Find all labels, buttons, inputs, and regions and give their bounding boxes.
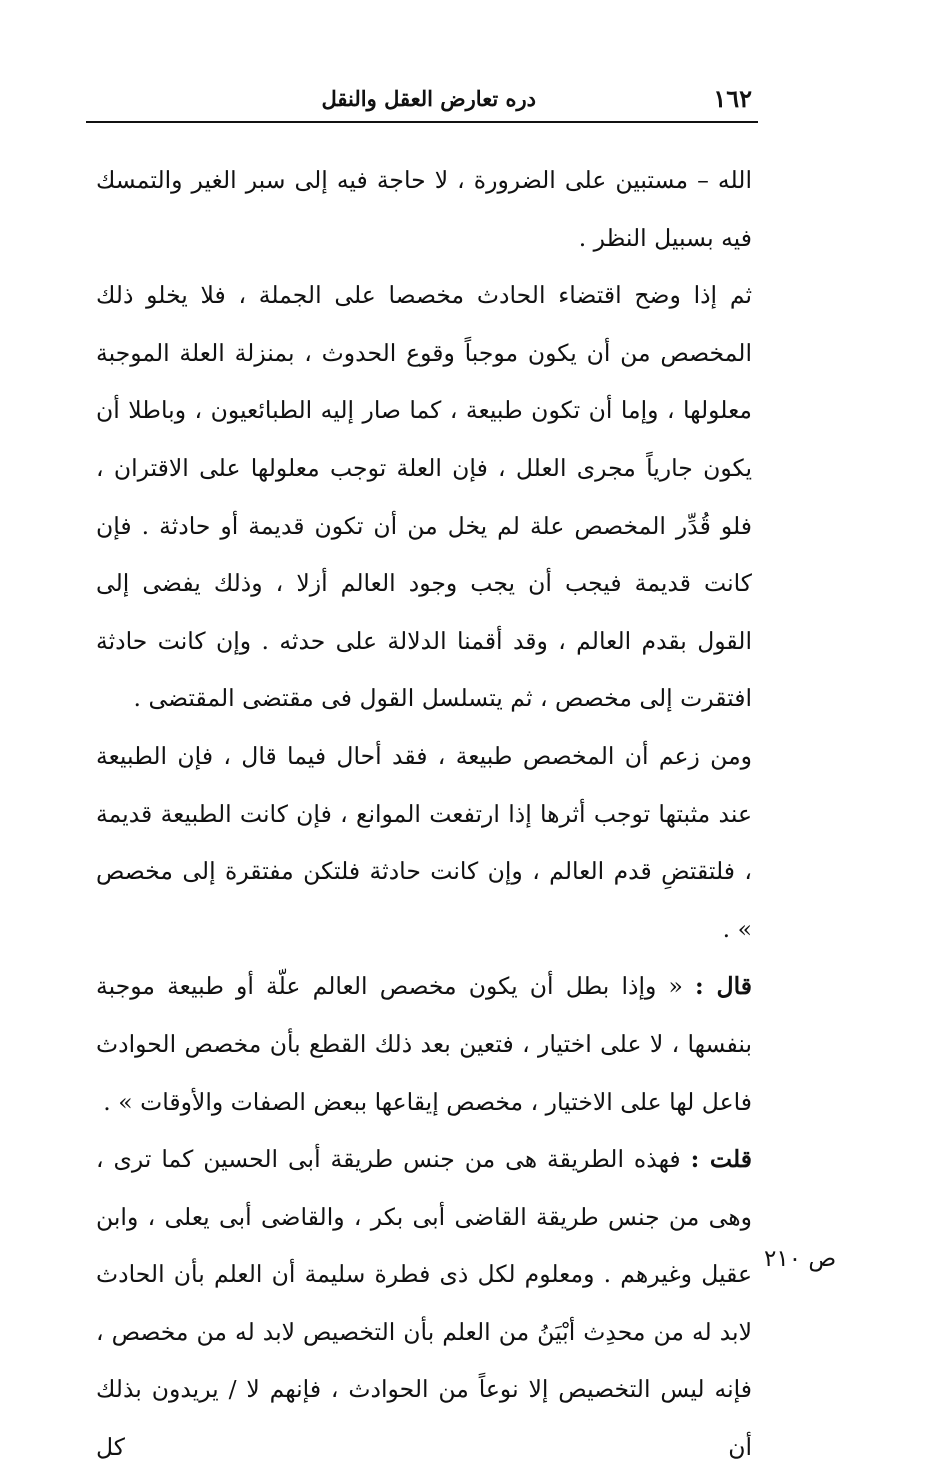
page-number: ١٦٢ [713, 84, 752, 113]
running-title: دره تعارض العقل والنقل [321, 86, 536, 111]
paragraph-lead: قال : [695, 972, 752, 1001]
paragraph-text: « وإذا بطل أن يكون مخصص العالم علّة أو طبيعة موجبة بنفسها ، لا على اختيار ، فتعين بعد ذلك القطع بأن مخصص الحوادث فاعل لها على الاختيار ، مخصص إيقاعها ببعض الصفات والأوقات » . [96, 972, 752, 1116]
paragraph [96, 958, 752, 1131]
paragraph [96, 1131, 752, 1477]
paragraph-lead: قلت : [690, 1145, 752, 1174]
paragraph-text: فهذه الطريقة هى من جنس طريقة أبى الحسين كما ترى ، وهى من جنس طريقة القاضى أبى بكر ، والقاضى أبى يعلى ، وابن عقيل وغيرهم . ومعلوم لكل ذى فطرة سليمة أن العلم بأن الحادث لابد له من محدِث أبْيَنُ من العلم بأن التخصيص لابد له من مخصص ، فإنه ليس التخصيص إلا نوعاً من الحوادث ، فإنهم لا / يريدون بذلك أن كل [96, 1145, 752, 1462]
paragraph [96, 728, 752, 958]
paragraph-text: ثم إذا وضح اقتضاء الحادث مخصصا على الجملة ، فلا يخلو ذلك المخصص من أن يكون موجباً وقوع الحدوث ، بمنزلة العلة الموجبة معلولها ، وإما أن تكون طبيعة ، كما صار إليه الطبائعيون ، وباطلا أن يكون جارياً مجرى العلل ، فإن العلة توجب معلولها على الاقتران ، فلو قُدِّر المخصص علة لم يخل من أن تكون قديمة أو حادثة . فإن كانت قديمة فيجب أن يجب وجود العالم أزلا ، وذلك يفضى إلى القول بقدم العالم ، وقد أقمنا الدلالة على حدثه . وإن كانت حادثة افتقرت إلى مخصص ، ثم يتسلسل القول فى مقتضى المقتضى . [96, 281, 752, 713]
page-body [96, 152, 752, 1477]
paragraph-text: ومن زعم أن المخصص طبيعة ، فقد أحال فيما قال ، فإن الطبيعة عند مثبتها توجب أثرها إذا ارتفعت الموانع ، فإن كانت الطبيعة قديمة ، فلتقتضِ قدم العالم ، وإن كانت حادثة فلتكن مفتقرة إلى مخصص » . [96, 741, 752, 943]
paragraph [96, 267, 752, 728]
page-header [86, 80, 758, 118]
header-rule [86, 121, 758, 123]
margin-page-reference: ص ٢١٠ [764, 1246, 837, 1272]
paragraph-text: الله – مستبين على الضرورة ، لا حاجة فيه إلى سبر الغير والتمسك فيه بسبيل النظر . [96, 166, 752, 252]
paragraph [96, 152, 752, 267]
